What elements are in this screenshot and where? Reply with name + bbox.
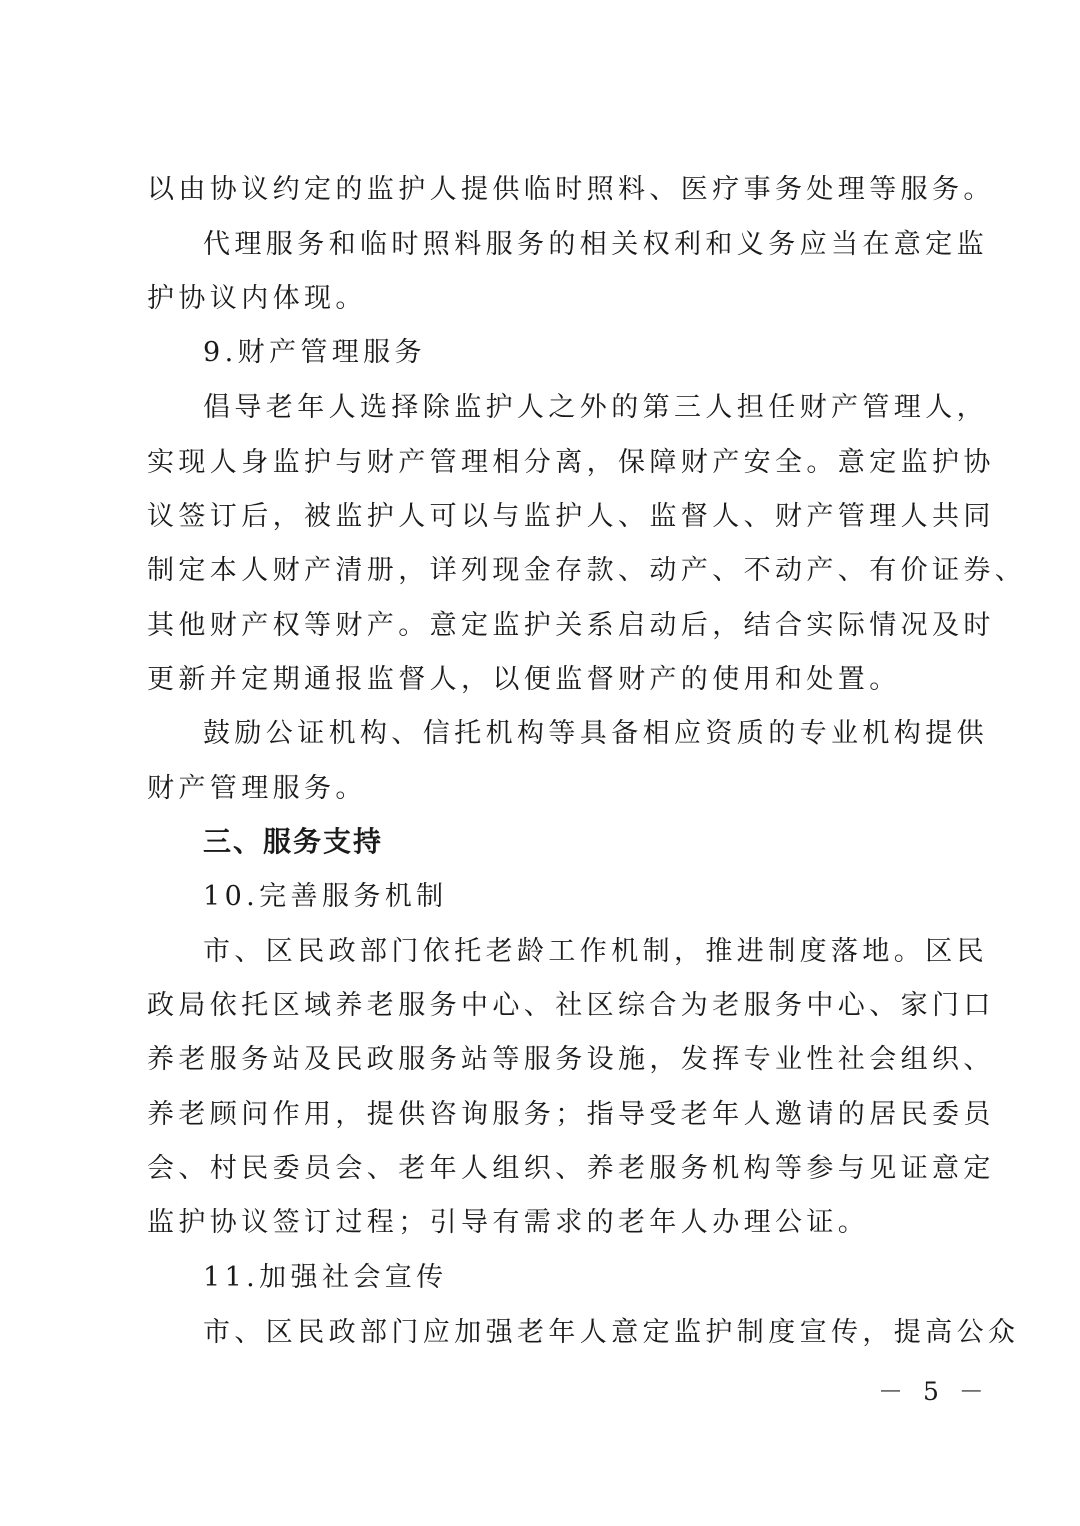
paragraph-line: 以由协议约定的监护人提供临时照料、医疗事务处理等服务。 <box>147 174 995 205</box>
paragraph-line: 养老服务站及民政服务站等服务设施，发挥专业性社会组织、 <box>147 1044 995 1075</box>
section-heading: 11.加强社会宣传 <box>203 1262 448 1293</box>
paragraph-line: 财产管理服务。 <box>147 773 367 804</box>
paragraph-line: 会、村民委员会、老年人组织、养老服务机构等参与见证意定 <box>147 1153 995 1184</box>
paragraph-line: 护协议内体现。 <box>147 283 367 314</box>
paragraph-line: 其他财产权等财产。意定监护关系启动后，结合实际情况及时 <box>147 610 995 641</box>
page-number: － 5 － <box>878 1377 990 1406</box>
paragraph-line: 倡导老年人选择除监护人之外的第三人担任财产管理人， <box>203 392 988 423</box>
paragraph-line: 鼓励公证机构、信托机构等具备相应资质的专业机构提供 <box>203 718 988 749</box>
chapter-heading: 三、服务支持 <box>203 825 384 858</box>
paragraph-line: 市、区民政部门依托老龄工作机制，推进制度落地。区民 <box>203 936 988 967</box>
section-heading: 10.完善服务机制 <box>203 881 448 912</box>
paragraph-line: 监护协议签订过程；引导有需求的老年人办理公证。 <box>147 1207 870 1238</box>
paragraph-line: 代理服务和临时照料服务的相关权利和义务应当在意定监 <box>203 229 988 260</box>
paragraph-line: 养老顾问作用，提供咨询服务；指导受老年人邀请的居民委员 <box>147 1099 995 1130</box>
paragraph-line: 更新并定期通报监督人，以便监督财产的使用和处置。 <box>147 664 901 695</box>
paragraph-line: 议签订后，被监护人可以与监护人、监督人、财产管理人共同 <box>147 501 995 532</box>
section-heading: 9.财产管理服务 <box>203 337 426 368</box>
paragraph-line: 政局依托区域养老服务中心、社区综合为老服务中心、家门口 <box>147 990 995 1021</box>
paragraph-line: 市、区民政部门应加强老年人意定监护制度宣传，提高公众 <box>203 1317 1020 1348</box>
paragraph-line: 制定本人财产清册，详列现金存款、动产、不动产、有价证券、 <box>147 555 1027 586</box>
paragraph-line: 实现人身监护与财产管理相分离，保障财产安全。意定监护协 <box>147 447 995 478</box>
